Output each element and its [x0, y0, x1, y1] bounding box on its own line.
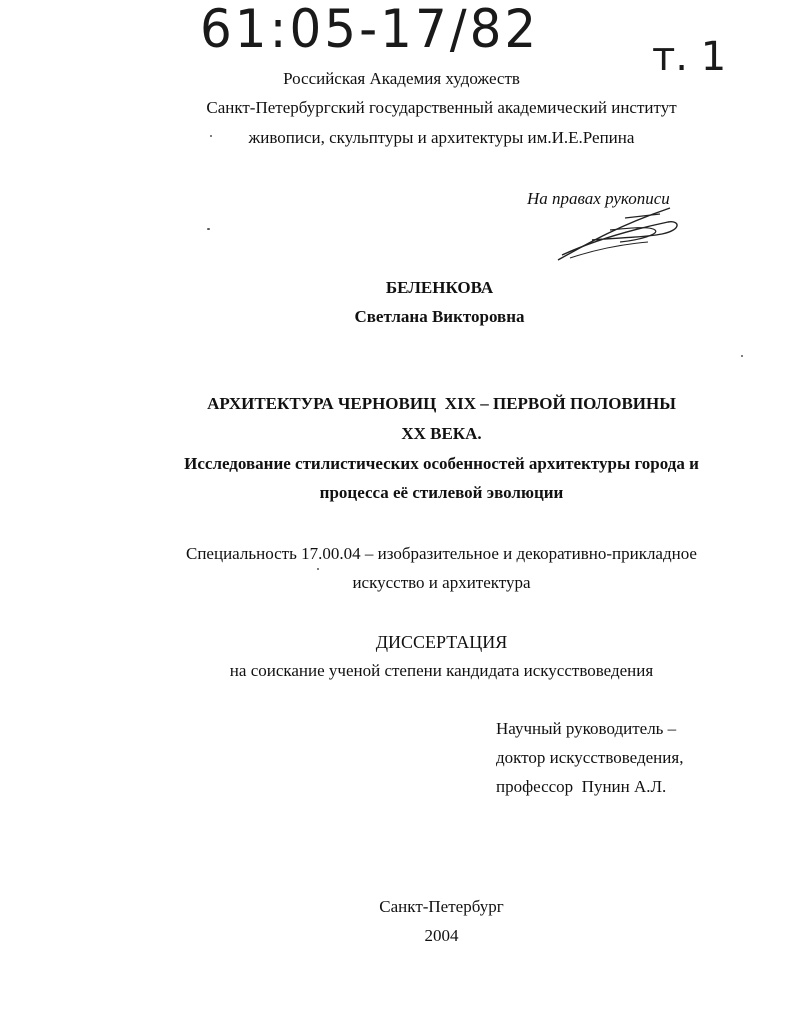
thesis-title-line2: XX ВЕКА. [401, 424, 482, 443]
handwritten-catalog-number: 61:05-17/82 [200, 0, 540, 60]
city: Санкт-Петербург [379, 897, 504, 916]
year: 2004 [424, 926, 459, 945]
specialty-line1: Специальность 17.00.04 – изобразительное и декоративно-прикладное [186, 544, 697, 563]
institute-name-line2: живописи, скульптуры и архитектуры им.И.Е.Репина [248, 128, 635, 147]
supervisor-line1: Научный руководитель – [496, 719, 677, 738]
author-surname: БЕЛЕНКОВА [385, 278, 494, 297]
dissertation-heading: ДИССЕРТАЦИЯ [375, 632, 508, 652]
manuscript-note: На правах рукописи [527, 189, 670, 208]
scan-speck [741, 355, 743, 357]
thesis-title-line1: АРХИТЕКТУРА ЧЕРНОВИЦ XIX – ПЕРВОЙ ПОЛОВИНЫ [207, 394, 676, 413]
thesis-subtitle-line1: Исследование стилистических особенностей архитектуры города и [184, 454, 699, 473]
author-given-names: Светлана Викторовна [354, 307, 525, 326]
handwritten-volume-mark: т. 1 [652, 34, 727, 80]
supervisor-line3: профессор Пунин А.Л. [496, 777, 667, 796]
scan-speck [317, 568, 319, 570]
signature [550, 200, 690, 270]
scan-speck [207, 228, 210, 230]
dissertation-degree: на соискание ученой степени кандидата искусствоведения [229, 661, 654, 680]
supervisor-line2: доктор искусствоведения, [496, 748, 684, 767]
scan-speck [210, 135, 212, 137]
specialty-line2: искусство и архитектура [352, 573, 531, 592]
institute-name-line1: Санкт-Петербургский государственный академический институт [206, 98, 677, 117]
thesis-subtitle-line2: процесса её стилевой эволюции [319, 483, 564, 502]
academy-name: Российская Академия художеств [283, 69, 520, 88]
